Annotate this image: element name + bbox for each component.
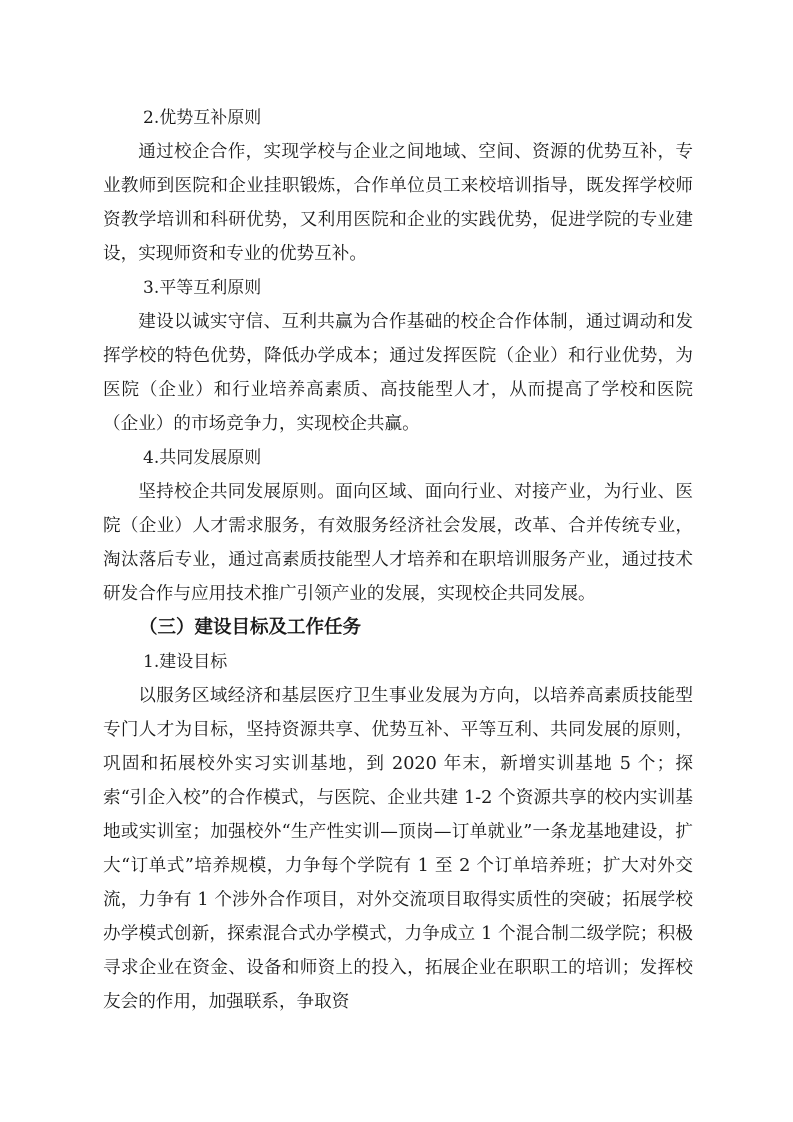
subsection-title-construction-goals: 1.建设目标 (143, 652, 228, 672)
subsection-title-common-development: 4.共同发展原则 (143, 448, 262, 468)
subsection-title-equality-mutual-benefit: 3.平等互利原则 (143, 278, 262, 298)
paragraph-equality-mutual-benefit: 建设以诚实守信、互利共赢为合作基础的校企合作体制，通过调动和发挥学校的特色优势，降低办学成本；通过发挥医院（企业）和行业优势，为医院（企业）和行业培养高素质、高技能型人才，从而提高了学校和医院（企业）的市场竞争力，实现校企共赢。 (103, 312, 693, 434)
page-content (103, 101, 693, 1019)
paragraph-complementary-advantages: 通过校企合作，实现学校与企业之间地域、空间、资源的优势互补，专业教师到医院和企业挂职锻炼，合作单位员工来校培训指导，既发挥学校师资教学培训和科研优势，又利用医院和企业的实践优势，促进学院的专业建设，实现师资和专业的优势互补。 (103, 142, 693, 264)
subsection-title-complementary-advantages: 2.优势互补原则 (143, 108, 262, 128)
section-heading-goals-and-tasks: （三）建设目标及工作任务 (139, 617, 362, 638)
paragraph-construction-goals: 以服务区域经济和基层医疗卫生事业发展为方向，以培养高素质技能型专门人才为目标，坚持资源共享、优势互补、平等互利、共同发展的原则，巩固和拓展校外实习实训基地，到 2020 年末，新增实训基地 5 个；探索“引企入校”的合作模式，与医院、企业共建 1-2 个资源共享的校内实训基地或实训室；加强校外“生产性实训—顶岗—订单就业”一条龙基地建设，扩大“订单式”培养规模，力争每个学院有 1 至 2 个订单培养班；扩大对外交流，力争有 1 个涉外合作项目，对外交流项目取得实质性的突破；拓展学校办学模式创新，探索混合式办学模式，力争成立 1 个混合制二级学院；积极寻求企业在资金、设备和师资上的投入，拓展企业在职职工的培训；发挥校友会的作用，加强联系，争取资 (103, 686, 693, 1012)
paragraph-common-development: 坚持校企共同发展原则。面向区域、面向行业、对接产业，为行业、医院（企业）人才需求服务，有效服务经济社会发展，改革、合并传统专业，淘汰落后专业，通过高素质技能型人才培养和在职培训服务产业，通过技术研发合作与应用技术推广引领产业的发展，实现校企共同发展。 (103, 482, 693, 604)
